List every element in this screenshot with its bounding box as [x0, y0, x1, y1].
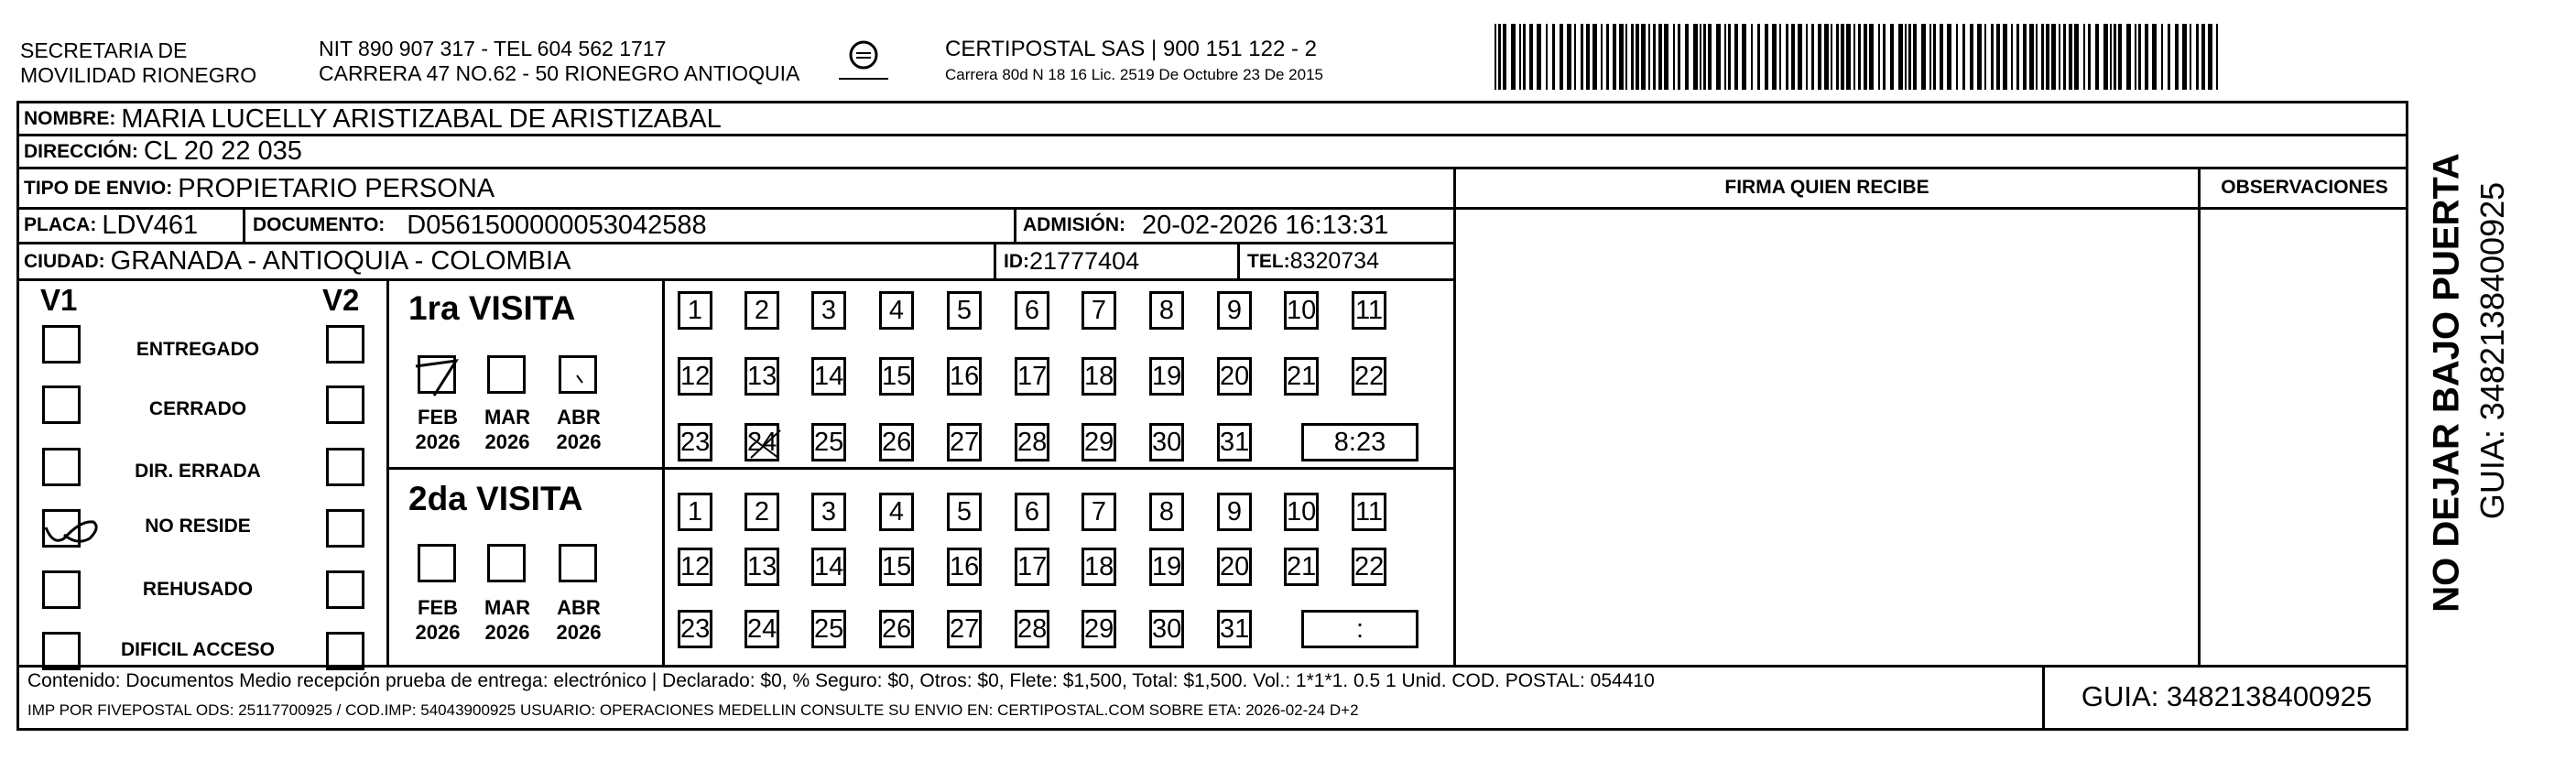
side-guia: GUIA: 3482138400925	[2473, 181, 2511, 520]
direccion-value: CL 20 22 035	[143, 136, 302, 166]
month-year: 2026	[415, 430, 461, 453]
second-visit-day-17[interactable]: 17	[1015, 548, 1049, 586]
first-visit-day-30[interactable]: 30	[1149, 423, 1184, 461]
second-visit-day-6[interactable]: 6	[1015, 493, 1049, 531]
month-name: MAR	[484, 596, 531, 619]
status-label-no-reside: NO RESIDE	[145, 516, 251, 537]
second-visit-day-12[interactable]: 12	[678, 548, 712, 586]
second-visit-month-label-mar	[480, 595, 535, 645]
admision-label: ADMISIÓN:	[1023, 214, 1125, 235]
second-visit-day-5[interactable]: 5	[947, 493, 982, 531]
second-visit-day-10[interactable]: 10	[1284, 493, 1319, 531]
month-name: ABR	[557, 406, 601, 429]
first-visit-day-29[interactable]: 29	[1081, 423, 1116, 461]
second-visit-time-box[interactable]: :	[1301, 610, 1418, 648]
no-dejar-bajo-puerta: NO DEJAR BAJO PUERTA	[2426, 153, 2467, 613]
first-visit-day-12[interactable]: 12	[678, 357, 712, 396]
second-visit-month-box-mar[interactable]	[487, 544, 526, 582]
nit-line: NIT 890 907 317 - TEL 604 562 1717	[319, 37, 667, 60]
v2-header: V2	[322, 283, 360, 317]
second-visit-day-21[interactable]: 21	[1284, 548, 1319, 586]
first-visit-day-4[interactable]: 4	[879, 291, 914, 330]
first-visit-day-21[interactable]: 21	[1284, 357, 1319, 396]
status-label-cerrado: CERRADO	[148, 398, 247, 419]
month-year: 2026	[484, 621, 530, 644]
first-visit-day-13[interactable]: 13	[745, 357, 779, 396]
second-visit-month-box-feb[interactable]	[418, 544, 456, 582]
second-visit-day-20[interactable]: 20	[1217, 548, 1252, 586]
month-name: FEB	[418, 596, 458, 619]
imp-line: IMP POR FIVEPOSTAL ODS: 25117700925 / COD.IMP: 54043900925 USUARIO: OPERACIONES MEDELLIN CONSULTE SU ENVIO EN: CERTIPOSTAL.COM SOBRE ETA: 2026-02-24 D+2	[27, 701, 1359, 719]
first-visit-day-7[interactable]: 7	[1081, 291, 1116, 330]
barcode	[1495, 24, 2223, 90]
second-visit-day-23[interactable]: 23	[678, 610, 712, 648]
first-visit-day-18[interactable]: 18	[1081, 357, 1116, 396]
second-visit-day-4[interactable]: 4	[879, 493, 914, 531]
first-visit-day-3[interactable]: 3	[811, 291, 846, 330]
id-label: ID:	[1004, 250, 1029, 272]
documento-value: D0561500000053042588	[407, 210, 707, 240]
first-visit-time-box[interactable]: 8:23	[1301, 423, 1418, 461]
v2-checkbox-no-reside[interactable]	[326, 509, 364, 548]
first-visit-day-17[interactable]: 17	[1015, 357, 1049, 396]
observaciones-label: OBSERVACIONES	[2221, 177, 2388, 198]
direccion-label: DIRECCIÓN:	[24, 140, 138, 162]
tel-value: 8320734	[1289, 248, 1379, 274]
first-visit-day-23[interactable]: 23	[678, 423, 712, 461]
placa-value: LDV461	[102, 210, 199, 240]
first-visit-title: 1ra VISITA	[408, 289, 576, 327]
first-visit-day-15[interactable]: 15	[879, 357, 914, 396]
first-visit-day-20[interactable]: 20	[1217, 357, 1252, 396]
first-visit-day-26[interactable]: 26	[879, 423, 914, 461]
second-visit-day-25[interactable]: 25	[811, 610, 846, 648]
second-visit-day-2[interactable]: 2	[745, 493, 779, 531]
first-visit-day-28[interactable]: 28	[1015, 423, 1049, 461]
second-visit-day-26[interactable]: 26	[879, 610, 914, 648]
month-year: 2026	[415, 621, 461, 644]
first-visit-day-14[interactable]: 14	[811, 357, 846, 396]
first-visit-day-19[interactable]: 19	[1149, 357, 1184, 396]
second-visit-day-19[interactable]: 19	[1149, 548, 1184, 586]
nombre-value: MARIA LUCELLY ARISTIZABAL DE ARISTIZABAL	[121, 103, 722, 134]
second-visit-day-18[interactable]: 18	[1081, 548, 1116, 586]
second-visit-day-3[interactable]: 3	[811, 493, 846, 531]
first-visit-day-5[interactable]: 5	[947, 291, 982, 330]
admision-value: 20-02-2026 16:13:31	[1142, 210, 1389, 240]
contenido-line: Contenido: Documentos Medio recepción prueba de entrega: electrónico | Declarado: $0, % Seguro: $0, Otros: $0, Flete: $1,500, Total: $1,500. Vol.: 1*1*1. 0.5 1 Unid. COD. POSTAL: 054410	[27, 670, 1655, 691]
tel-label: TEL:	[1247, 250, 1290, 272]
second-visit-day-7[interactable]: 7	[1081, 493, 1116, 531]
second-visit-day-14[interactable]: 14	[811, 548, 846, 586]
second-visit-title: 2da VISITA	[408, 480, 583, 517]
license-line: Carrera 80d N 18 16 Lic. 2519 De Octubre 23 De 2015	[945, 66, 1323, 83]
month-name: ABR	[557, 596, 601, 619]
ciudad-label: CIUDAD:	[24, 250, 105, 272]
first-visit-day-11[interactable]: 11	[1352, 291, 1386, 330]
status-label-dificil-acceso: DIFICIL ACCESO	[120, 639, 275, 660]
first-visit-day-2[interactable]: 2	[745, 291, 779, 330]
first-visit-day-9[interactable]: 9	[1217, 291, 1252, 330]
month-name: FEB	[418, 406, 458, 429]
second-visit-day-30[interactable]: 30	[1149, 610, 1184, 648]
first-visit-day-31[interactable]: 31	[1217, 423, 1252, 461]
second-visit-month-label-feb	[410, 595, 465, 645]
second-visit-day-22[interactable]: 22	[1352, 548, 1386, 586]
second-visit-month-box-abr[interactable]	[559, 544, 597, 582]
second-visit-day-15[interactable]: 15	[879, 548, 914, 586]
second-visit-day-1[interactable]: 1	[678, 493, 712, 531]
second-visit-day-28[interactable]: 28	[1015, 610, 1049, 648]
month-year: 2026	[484, 430, 530, 453]
v2-checkbox-rehusado[interactable]	[326, 570, 364, 609]
month-name: MAR	[484, 406, 531, 429]
second-visit-day-8[interactable]: 8	[1149, 493, 1184, 531]
month-year: 2026	[556, 621, 602, 644]
second-visit-day-11[interactable]: 11	[1352, 493, 1386, 531]
second-visit-day-27[interactable]: 27	[947, 610, 982, 648]
second-visit-day-31[interactable]: 31	[1217, 610, 1252, 648]
first-visit-day-1[interactable]: 1	[678, 291, 712, 330]
first-visit-day-25[interactable]: 25	[811, 423, 846, 461]
tipo-value: PROPIETARIO PERSONA	[178, 173, 495, 203]
v2-checkbox-dificil-acceso[interactable]	[326, 632, 364, 670]
v1-header: V1	[40, 283, 78, 317]
second-visit-day-9[interactable]: 9	[1217, 493, 1252, 531]
status-label-dir-errada: DIR. ERRADA	[135, 461, 261, 482]
first-visit-day-24[interactable]: 24	[745, 423, 779, 461]
status-label-entregado: ENTREGADO	[136, 339, 260, 360]
second-visit-day-13[interactable]: 13	[745, 548, 779, 586]
second-visit-day-29[interactable]: 29	[1081, 610, 1116, 648]
first-visit-day-6[interactable]: 6	[1015, 291, 1049, 330]
status-label-rehusado: REHUSADO	[142, 579, 254, 600]
first-visit-day-22[interactable]: 22	[1352, 357, 1386, 396]
handwritten-marks	[0, 0, 1429, 476]
nombre-label: NOMBRE:	[24, 108, 116, 129]
tipo-label: TIPO DE ENVIO:	[24, 178, 173, 199]
second-visit-month-label-abr	[551, 595, 606, 645]
first-visit-day-27[interactable]: 27	[947, 423, 982, 461]
v1-checkbox-dificil-acceso[interactable]	[42, 632, 81, 670]
month-year: 2026	[556, 430, 602, 453]
documento-label: DOCUMENTO:	[253, 214, 386, 235]
handwritten-check-mark	[37, 500, 110, 555]
placa-label: PLACA:	[24, 214, 97, 235]
id-value: 21777404	[1029, 247, 1140, 275]
firma-quien-recibe-label: FIRMA QUIEN RECIBE	[1724, 177, 1929, 198]
second-visit-day-24[interactable]: 24	[745, 610, 779, 648]
address-line: CARRERA 47 NO.62 - 50 RIONEGRO ANTIOQUIA	[319, 61, 800, 85]
v1-checkbox-rehusado[interactable]	[42, 570, 81, 609]
guia-footer: GUIA: 3482138400925	[2081, 680, 2373, 712]
ciudad-value: GRANADA - ANTIOQUIA - COLOMBIA	[110, 246, 571, 276]
org-line-2: MOVILIDAD RIONEGRO	[20, 63, 257, 87]
company-line: CERTIPOSTAL SAS | 900 151 122 - 2	[945, 37, 1317, 61]
first-visit-day-8[interactable]: 8	[1149, 291, 1184, 330]
second-visit-day-16[interactable]: 16	[947, 548, 982, 586]
org-line-1: SECRETARIA DE	[20, 38, 188, 62]
first-visit-day-16[interactable]: 16	[947, 357, 982, 396]
first-visit-day-10[interactable]: 10	[1284, 291, 1319, 330]
